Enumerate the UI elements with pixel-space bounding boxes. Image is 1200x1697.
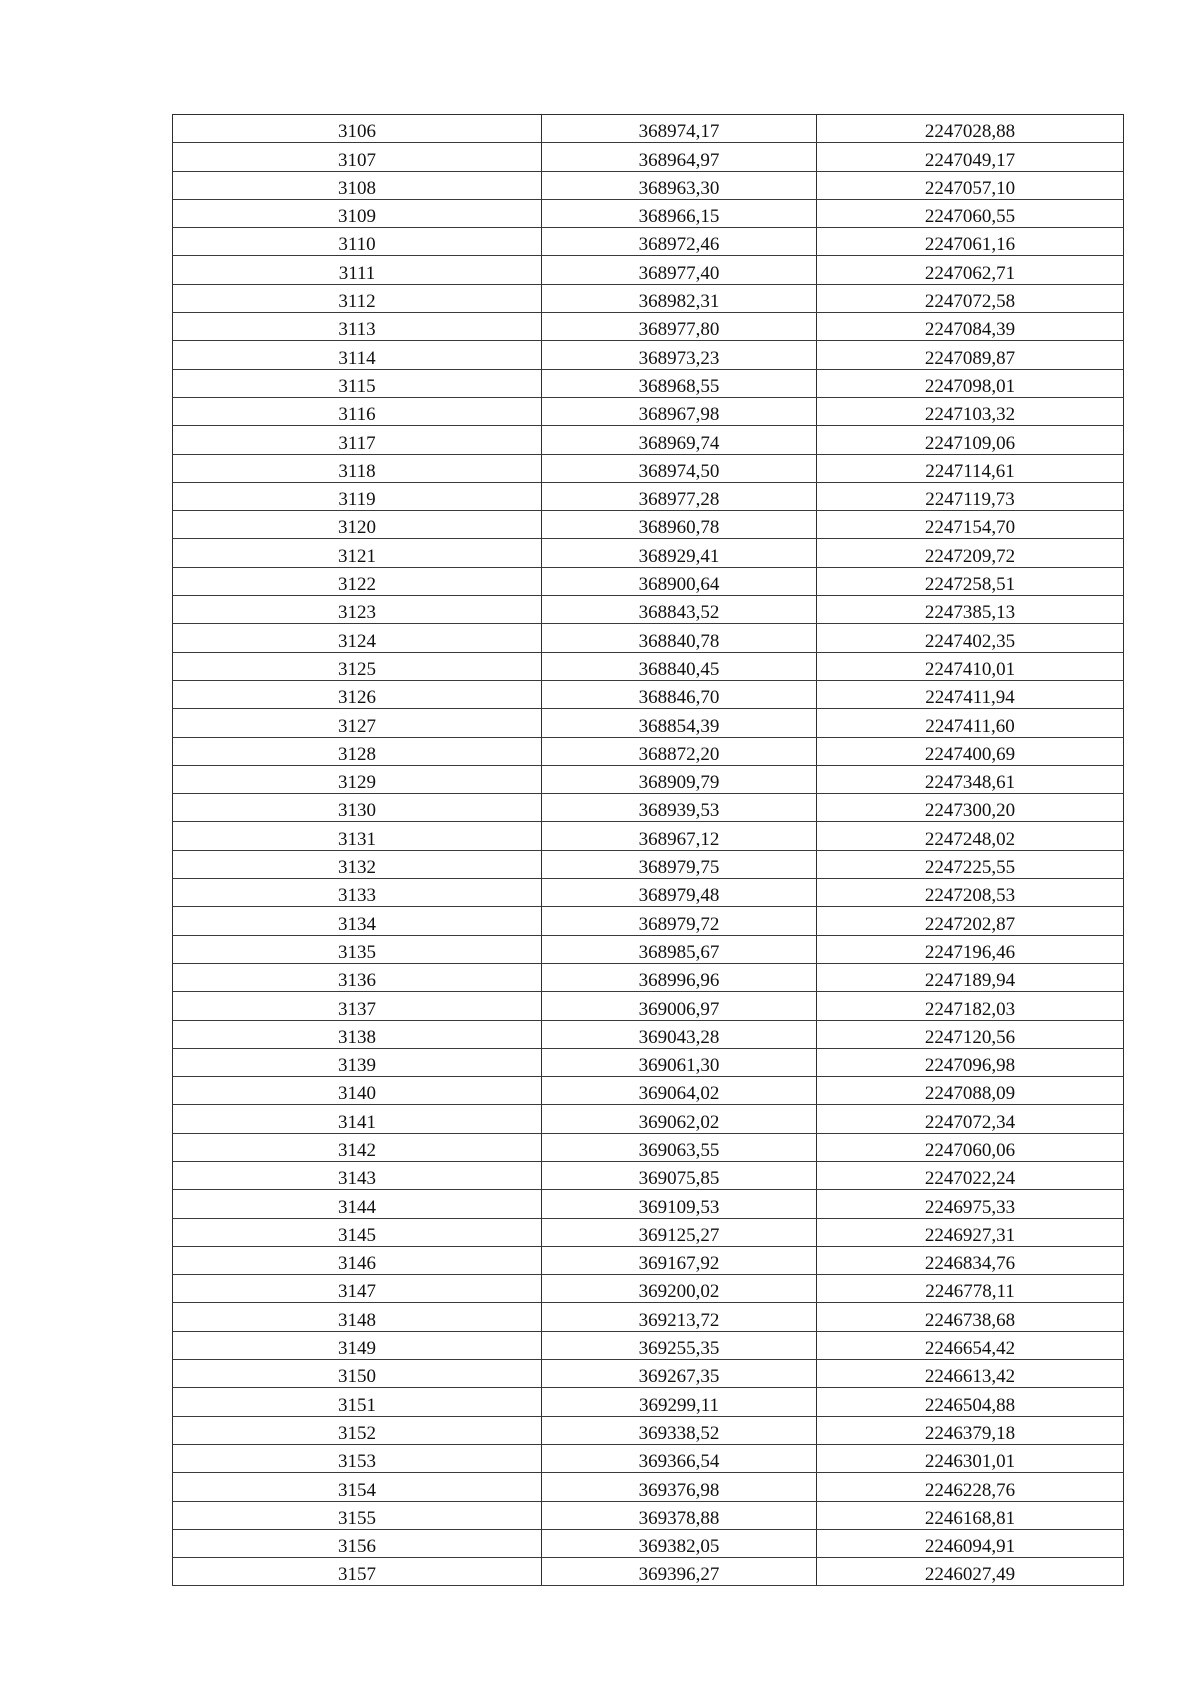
coordinates-table-body	[173, 115, 1124, 1586]
point-number-cell: 3116	[173, 397, 542, 425]
y-coordinate-cell: 2246027,49	[817, 1558, 1124, 1586]
y-coordinate-cell: 2247182,03	[817, 992, 1124, 1020]
table-row	[173, 256, 1124, 284]
point-number-cell: 3136	[173, 963, 542, 991]
point-number-cell: 3144	[173, 1190, 542, 1218]
point-number-cell: 3155	[173, 1501, 542, 1529]
table-row	[173, 596, 1124, 624]
x-coordinate-cell: 369396,27	[542, 1558, 817, 1586]
x-coordinate-cell: 368966,15	[542, 199, 817, 227]
x-coordinate-cell: 368977,40	[542, 256, 817, 284]
y-coordinate-cell: 2247057,10	[817, 171, 1124, 199]
y-coordinate-cell: 2247028,88	[817, 115, 1124, 143]
table-row	[173, 143, 1124, 171]
y-coordinate-cell: 2246834,76	[817, 1246, 1124, 1274]
point-number-cell: 3140	[173, 1077, 542, 1105]
table-row	[173, 199, 1124, 227]
y-coordinate-cell: 2247089,87	[817, 341, 1124, 369]
point-number-cell: 3151	[173, 1388, 542, 1416]
x-coordinate-cell: 369075,85	[542, 1161, 817, 1189]
x-coordinate-cell: 368969,74	[542, 426, 817, 454]
y-coordinate-cell: 2246975,33	[817, 1190, 1124, 1218]
table-row	[173, 1077, 1124, 1105]
table-row	[173, 1529, 1124, 1557]
table-row	[173, 567, 1124, 595]
point-number-cell: 3129	[173, 765, 542, 793]
table-row	[173, 397, 1124, 425]
y-coordinate-cell: 2246613,42	[817, 1360, 1124, 1388]
x-coordinate-cell: 369006,97	[542, 992, 817, 1020]
point-number-cell: 3138	[173, 1020, 542, 1048]
y-coordinate-cell: 2247120,56	[817, 1020, 1124, 1048]
table-row	[173, 1416, 1124, 1444]
y-coordinate-cell: 2247411,60	[817, 709, 1124, 737]
y-coordinate-cell: 2247072,34	[817, 1105, 1124, 1133]
table-row	[173, 680, 1124, 708]
table-row	[173, 963, 1124, 991]
x-coordinate-cell: 369061,30	[542, 1048, 817, 1076]
y-coordinate-cell: 2247300,20	[817, 794, 1124, 822]
point-number-cell: 3126	[173, 680, 542, 708]
y-coordinate-cell: 2247049,17	[817, 143, 1124, 171]
table-row	[173, 1246, 1124, 1274]
table-row	[173, 369, 1124, 397]
table-row	[173, 115, 1124, 143]
table-row	[173, 1360, 1124, 1388]
x-coordinate-cell: 368979,75	[542, 850, 817, 878]
y-coordinate-cell: 2246778,11	[817, 1275, 1124, 1303]
table-row	[173, 992, 1124, 1020]
x-coordinate-cell: 368968,55	[542, 369, 817, 397]
table-row	[173, 1473, 1124, 1501]
x-coordinate-cell: 368979,72	[542, 907, 817, 935]
point-number-cell: 3156	[173, 1529, 542, 1557]
x-coordinate-cell: 368909,79	[542, 765, 817, 793]
table-row	[173, 1161, 1124, 1189]
y-coordinate-cell: 2247348,61	[817, 765, 1124, 793]
point-number-cell: 3143	[173, 1161, 542, 1189]
x-coordinate-cell: 369376,98	[542, 1473, 817, 1501]
x-coordinate-cell: 368977,80	[542, 313, 817, 341]
x-coordinate-cell: 369109,53	[542, 1190, 817, 1218]
y-coordinate-cell: 2247209,72	[817, 539, 1124, 567]
table-row	[173, 1331, 1124, 1359]
y-coordinate-cell: 2247400,69	[817, 737, 1124, 765]
table-row	[173, 454, 1124, 482]
table-row	[173, 652, 1124, 680]
table-row	[173, 1105, 1124, 1133]
point-number-cell: 3121	[173, 539, 542, 567]
table-row	[173, 765, 1124, 793]
x-coordinate-cell: 368939,53	[542, 794, 817, 822]
x-coordinate-cell: 369382,05	[542, 1529, 817, 1557]
point-number-cell: 3132	[173, 850, 542, 878]
x-coordinate-cell: 369255,35	[542, 1331, 817, 1359]
y-coordinate-cell: 2247022,24	[817, 1161, 1124, 1189]
x-coordinate-cell: 369378,88	[542, 1501, 817, 1529]
point-number-cell: 3111	[173, 256, 542, 284]
y-coordinate-cell: 2247410,01	[817, 652, 1124, 680]
x-coordinate-cell: 369063,55	[542, 1133, 817, 1161]
point-number-cell: 3157	[173, 1558, 542, 1586]
point-number-cell: 3119	[173, 482, 542, 510]
x-coordinate-cell: 368979,48	[542, 879, 817, 907]
point-number-cell: 3149	[173, 1331, 542, 1359]
x-coordinate-cell: 368974,50	[542, 454, 817, 482]
y-coordinate-cell: 2247248,02	[817, 822, 1124, 850]
x-coordinate-cell: 368977,28	[542, 482, 817, 510]
y-coordinate-cell: 2247189,94	[817, 963, 1124, 991]
x-coordinate-cell: 369125,27	[542, 1218, 817, 1246]
x-coordinate-cell: 368967,12	[542, 822, 817, 850]
table-row	[173, 341, 1124, 369]
table-row	[173, 1190, 1124, 1218]
y-coordinate-cell: 2247060,55	[817, 199, 1124, 227]
x-coordinate-cell: 368985,67	[542, 935, 817, 963]
x-coordinate-cell: 368967,98	[542, 397, 817, 425]
point-number-cell: 3148	[173, 1303, 542, 1331]
x-coordinate-cell: 369213,72	[542, 1303, 817, 1331]
x-coordinate-cell: 369200,02	[542, 1275, 817, 1303]
point-number-cell: 3109	[173, 199, 542, 227]
y-coordinate-cell: 2246301,01	[817, 1444, 1124, 1472]
point-number-cell: 3152	[173, 1416, 542, 1444]
y-coordinate-cell: 2247109,06	[817, 426, 1124, 454]
x-coordinate-cell: 368854,39	[542, 709, 817, 737]
y-coordinate-cell: 2247096,98	[817, 1048, 1124, 1076]
point-number-cell: 3125	[173, 652, 542, 680]
point-number-cell: 3110	[173, 228, 542, 256]
y-coordinate-cell: 2246168,81	[817, 1501, 1124, 1529]
point-number-cell: 3139	[173, 1048, 542, 1076]
y-coordinate-cell: 2247114,61	[817, 454, 1124, 482]
point-number-cell: 3112	[173, 284, 542, 312]
table-row	[173, 1048, 1124, 1076]
table-row	[173, 511, 1124, 539]
y-coordinate-cell: 2246927,31	[817, 1218, 1124, 1246]
point-number-cell: 3127	[173, 709, 542, 737]
y-coordinate-cell: 2247061,16	[817, 228, 1124, 256]
point-number-cell: 3142	[173, 1133, 542, 1161]
point-number-cell: 3145	[173, 1218, 542, 1246]
table-row	[173, 737, 1124, 765]
point-number-cell: 3146	[173, 1246, 542, 1274]
table-row	[173, 284, 1124, 312]
x-coordinate-cell: 369366,54	[542, 1444, 817, 1472]
y-coordinate-cell: 2247103,32	[817, 397, 1124, 425]
x-coordinate-cell: 368840,45	[542, 652, 817, 680]
y-coordinate-cell: 2247062,71	[817, 256, 1124, 284]
x-coordinate-cell: 368872,20	[542, 737, 817, 765]
point-number-cell: 3107	[173, 143, 542, 171]
x-coordinate-cell: 369299,11	[542, 1388, 817, 1416]
point-number-cell: 3131	[173, 822, 542, 850]
point-number-cell: 3108	[173, 171, 542, 199]
y-coordinate-cell: 2247402,35	[817, 624, 1124, 652]
table-row	[173, 850, 1124, 878]
y-coordinate-cell: 2246094,91	[817, 1529, 1124, 1557]
x-coordinate-cell: 369338,52	[542, 1416, 817, 1444]
point-number-cell: 3154	[173, 1473, 542, 1501]
point-number-cell: 3135	[173, 935, 542, 963]
x-coordinate-cell: 368973,23	[542, 341, 817, 369]
y-coordinate-cell: 2246738,68	[817, 1303, 1124, 1331]
x-coordinate-cell: 369064,02	[542, 1077, 817, 1105]
table-row	[173, 482, 1124, 510]
table-row	[173, 1218, 1124, 1246]
point-number-cell: 3133	[173, 879, 542, 907]
table-row	[173, 313, 1124, 341]
x-coordinate-cell: 368843,52	[542, 596, 817, 624]
table-row	[173, 1133, 1124, 1161]
point-number-cell: 3115	[173, 369, 542, 397]
x-coordinate-cell: 368960,78	[542, 511, 817, 539]
table-row	[173, 1303, 1124, 1331]
x-coordinate-cell: 368840,78	[542, 624, 817, 652]
point-number-cell: 3153	[173, 1444, 542, 1472]
x-coordinate-cell: 369167,92	[542, 1246, 817, 1274]
table-row	[173, 624, 1124, 652]
point-number-cell: 3137	[173, 992, 542, 1020]
point-number-cell: 3117	[173, 426, 542, 454]
y-coordinate-cell: 2247258,51	[817, 567, 1124, 595]
y-coordinate-cell: 2246379,18	[817, 1416, 1124, 1444]
x-coordinate-cell: 368846,70	[542, 680, 817, 708]
x-coordinate-cell: 368972,46	[542, 228, 817, 256]
y-coordinate-cell: 2247154,70	[817, 511, 1124, 539]
y-coordinate-cell: 2247411,94	[817, 680, 1124, 708]
x-coordinate-cell: 369043,28	[542, 1020, 817, 1048]
y-coordinate-cell: 2246504,88	[817, 1388, 1124, 1416]
x-coordinate-cell: 368963,30	[542, 171, 817, 199]
point-number-cell: 3120	[173, 511, 542, 539]
table-row	[173, 1275, 1124, 1303]
y-coordinate-cell: 2247385,13	[817, 596, 1124, 624]
x-coordinate-cell: 369062,02	[542, 1105, 817, 1133]
table-row	[173, 879, 1124, 907]
point-number-cell: 3124	[173, 624, 542, 652]
point-number-cell: 3106	[173, 115, 542, 143]
x-coordinate-cell: 369267,35	[542, 1360, 817, 1388]
point-number-cell: 3141	[173, 1105, 542, 1133]
table-row	[173, 228, 1124, 256]
point-number-cell: 3150	[173, 1360, 542, 1388]
point-number-cell: 3134	[173, 907, 542, 935]
x-coordinate-cell: 368996,96	[542, 963, 817, 991]
y-coordinate-cell: 2247098,01	[817, 369, 1124, 397]
table-row	[173, 794, 1124, 822]
point-number-cell: 3128	[173, 737, 542, 765]
point-number-cell: 3122	[173, 567, 542, 595]
table-row	[173, 539, 1124, 567]
x-coordinate-cell: 368982,31	[542, 284, 817, 312]
y-coordinate-cell: 2247072,58	[817, 284, 1124, 312]
y-coordinate-cell: 2246228,76	[817, 1473, 1124, 1501]
x-coordinate-cell: 368929,41	[542, 539, 817, 567]
point-number-cell: 3147	[173, 1275, 542, 1303]
y-coordinate-cell: 2247202,87	[817, 907, 1124, 935]
table-row	[173, 1501, 1124, 1529]
point-number-cell: 3130	[173, 794, 542, 822]
y-coordinate-cell: 2247225,55	[817, 850, 1124, 878]
x-coordinate-cell: 368900,64	[542, 567, 817, 595]
table-row	[173, 1020, 1124, 1048]
table-row	[173, 907, 1124, 935]
coordinates-table	[172, 114, 1124, 1586]
table-row	[173, 1444, 1124, 1472]
table-row	[173, 171, 1124, 199]
y-coordinate-cell: 2246654,42	[817, 1331, 1124, 1359]
point-number-cell: 3118	[173, 454, 542, 482]
y-coordinate-cell: 2247196,46	[817, 935, 1124, 963]
table-row	[173, 822, 1124, 850]
y-coordinate-cell: 2247208,53	[817, 879, 1124, 907]
y-coordinate-cell: 2247119,73	[817, 482, 1124, 510]
x-coordinate-cell: 368964,97	[542, 143, 817, 171]
table-row	[173, 426, 1124, 454]
table-row	[173, 709, 1124, 737]
table-row	[173, 1388, 1124, 1416]
x-coordinate-cell: 368974,17	[542, 115, 817, 143]
y-coordinate-cell: 2247088,09	[817, 1077, 1124, 1105]
y-coordinate-cell: 2247060,06	[817, 1133, 1124, 1161]
table-row	[173, 935, 1124, 963]
point-number-cell: 3113	[173, 313, 542, 341]
y-coordinate-cell: 2247084,39	[817, 313, 1124, 341]
table-row	[173, 1558, 1124, 1586]
point-number-cell: 3123	[173, 596, 542, 624]
point-number-cell: 3114	[173, 341, 542, 369]
